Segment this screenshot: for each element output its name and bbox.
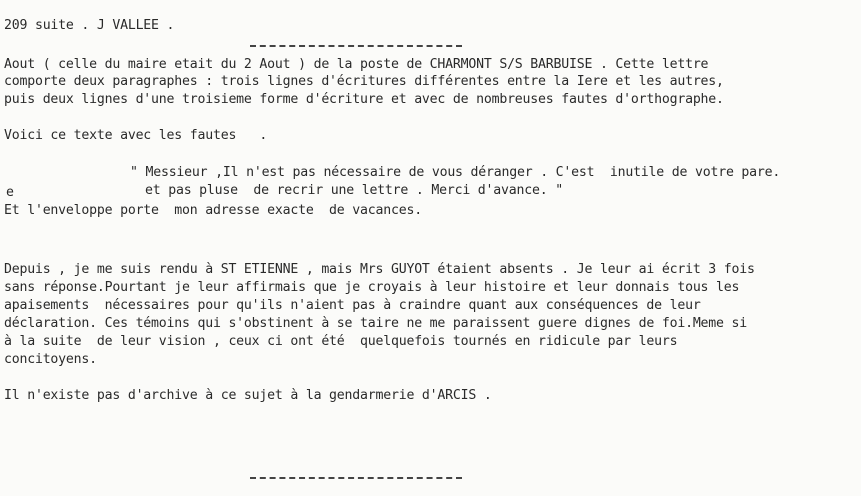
paragraph-line: comporte deux paragraphes : trois lignes d'écritures différentes entre la Iere et les autres,: [4, 74, 724, 89]
quote-line: et pas pluse de recrir une lettre . Merci d'avance. ": [145, 183, 563, 198]
paragraph-line: apaisements nécessaires pour qu'ils n'aient pas à craindre quant aux conséquences de leur: [4, 298, 701, 313]
paragraph-line: à la suite de leur vision , ceux ci ont été quelquefois tournés en ridicule par leurs: [4, 334, 678, 349]
paragraph-line: concitoyens.: [4, 352, 97, 367]
paragraph-line: sans réponse.Pourtant je leur affirmais que je croyais à leur histoire et leur donnais tous les: [4, 280, 740, 295]
paragraph-line: Et l'enveloppe porte mon adresse exacte de vacances.: [4, 203, 422, 218]
paragraph-line: Voici ce texte avec les fautes .: [4, 128, 268, 143]
paragraph-line: déclaration. Ces témoins qui s'obstinent à se taire ne me paraissent guere dignes de foi.Meme si: [4, 316, 747, 331]
quote-margin-letter: e: [6, 185, 14, 200]
separator-rule-bottom: [250, 477, 462, 479]
paragraph-line: puis deux lignes d'une troisieme forme d'écriture et avec de nombreuses fautes d'orthographe.: [4, 92, 724, 107]
paragraph-line: Depuis , je me suis rendu à ST ETIENNE , mais Mrs GUYOT étaient absents . Je leur ai écrit 3 fois: [4, 262, 755, 277]
page-header: 209 suite . J VALLEE .: [4, 18, 175, 33]
quote-line: " Messieur ,Il n'est pas nécessaire de vous déranger . C'est inutile de votre pare.: [130, 165, 781, 180]
separator-rule-top: [250, 45, 462, 47]
paragraph-line: Il n'existe pas d'archive à ce sujet à la gendarmerie d'ARCIS .: [4, 388, 492, 403]
paragraph-line: Aout ( celle du maire etait du 2 Aout ) de la poste de CHARMONT S/S BARBUISE . Cette lettre: [4, 57, 709, 72]
